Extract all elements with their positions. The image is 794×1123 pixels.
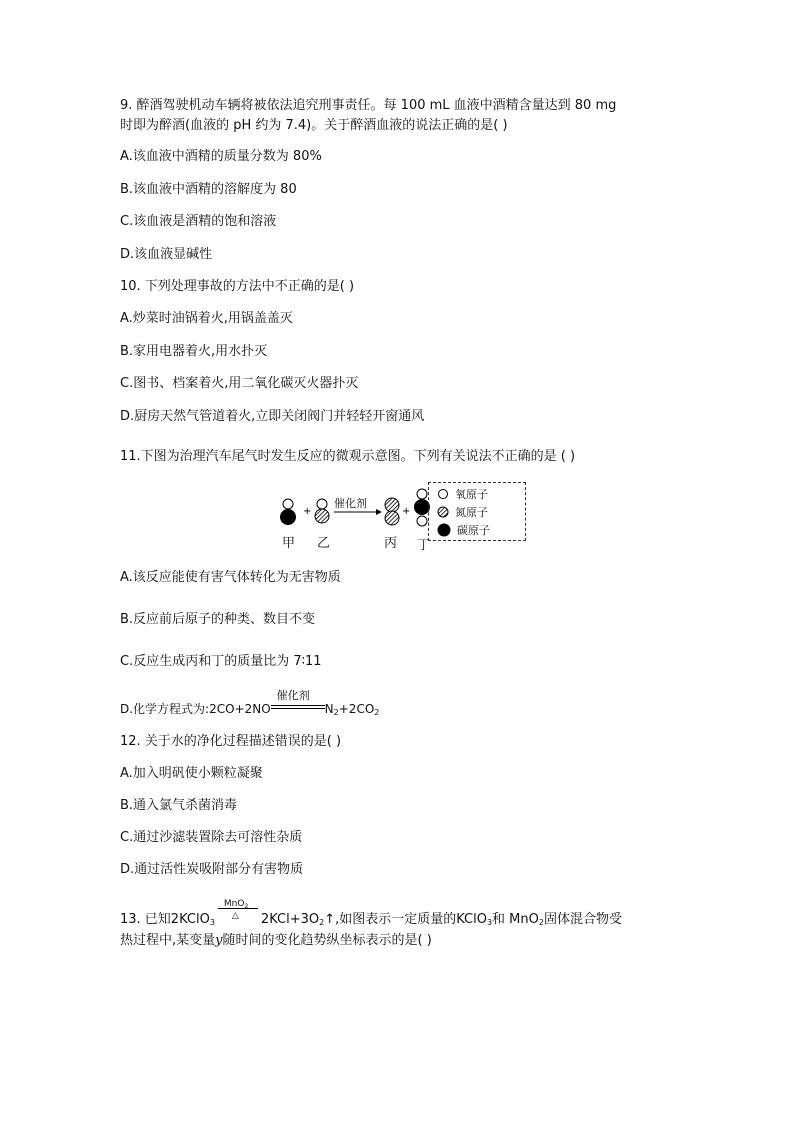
q13-line2b: 随时间的变化趋势纵坐标表示的是( ): [222, 933, 432, 948]
nitrogen-atom-icon: [437, 506, 449, 518]
q13-part3: ↑,如图表示一定质量的KClO: [324, 912, 487, 927]
oxygen-atom: [317, 499, 327, 509]
label-bing: 丙: [384, 536, 398, 551]
legend-nitrogen-label: 氮原子: [455, 506, 488, 519]
q12-option-b: B.通入氯气杀菌消毒: [120, 798, 238, 813]
legend-carbon: [437, 522, 490, 538]
legend-oxygen-label: 氧原子: [455, 488, 488, 501]
q9-option-d: D.该血液显碱性: [120, 247, 213, 262]
q13-stem-line2: [120, 932, 432, 950]
plus-sign-1: +: [303, 506, 312, 517]
q13-stem-line1: [120, 899, 622, 932]
q9-stem-line2: 时即为醉酒(血液的 pH 约为 7.4)。关于醉酒血液的说法正确的是( ): [120, 118, 508, 133]
carbon-atom: [280, 509, 296, 525]
label-ding: 丁: [417, 538, 431, 553]
q13-sub2: 2: [319, 918, 325, 927]
nitrogen-atom: [385, 498, 399, 512]
q11-option-b: B.反应前后原子的种类、数目不变: [120, 612, 316, 627]
q13-reaction-arrow: [218, 899, 258, 923]
nitrogen-atom: [385, 511, 399, 525]
q11-option-c: C.反应生成丙和丁的质量比为 7∶11: [120, 654, 322, 669]
q11-option-d: [120, 689, 380, 722]
legend-oxygen: [437, 486, 488, 502]
q13-catalyst-sub: 2: [244, 903, 249, 910]
q10-option-a: A.炒菜时油锅着火,用锅盖盖灭: [120, 311, 293, 326]
q13-sub3: 3: [486, 918, 493, 927]
q10-option-c: C.图书、档案着火,用二氧化碳灭火器扑灭: [120, 376, 359, 391]
legend-nitrogen: [437, 504, 488, 520]
q13-line2a: 热过程中,某变量: [120, 933, 216, 948]
q10-option-d: D.厨房天然气管道着火,立即关闭阀门并轻轻开窗通风: [120, 409, 425, 424]
q13-sub1: 3: [209, 918, 215, 927]
q13-part5: 固体混合物受: [543, 912, 622, 927]
atom-legend: [428, 482, 526, 541]
q12-option-a: A.加入明矾使小颗粒凝聚: [120, 766, 263, 781]
label-jia: 甲: [282, 536, 296, 551]
equation-catalyst: 催化剂: [276, 689, 310, 702]
oxygen-atom: [417, 516, 427, 526]
q10-stem: 10. 下列处理事故的方法中不正确的是( ): [120, 279, 355, 294]
label-yi: 乙: [317, 536, 331, 551]
co2-text: +2CO: [338, 702, 375, 716]
q12-stem: 12. 关于水的净化过程描述错误的是( ): [120, 734, 342, 749]
n2-subscript: 2: [333, 708, 339, 717]
q13-part2: 2KCl+3O: [260, 912, 320, 927]
carbon-atom-icon: [437, 523, 451, 537]
plus-sign-2: +: [402, 506, 411, 517]
q11-option-a: A.该反应能使有害气体转化为无害物质: [120, 570, 341, 585]
q12-option-d: D.通过活性炭吸附部分有害物质: [120, 862, 304, 877]
q10-option-b: B.家用电器着火,用水扑灭: [120, 344, 268, 359]
legend-carbon-label: 碳原子: [457, 524, 490, 537]
equals-line-top: [271, 705, 325, 706]
co2-subscript: 2: [374, 708, 380, 717]
q11-stem: 11.下图为治理汽车尾气时发生反应的微观示意图。下列有关说法不正确的是 ( ): [120, 449, 576, 464]
equals-line-bottom: [271, 708, 325, 709]
q9-stem-line1: 9. 醉酒驾驶机动车辆将被依法追究刑事责任。每 100 mL 血液中酒精含量达到 80 mg: [120, 98, 617, 113]
q13-part1: 13. 已知2KClO: [120, 912, 210, 927]
q13-sub4: 2: [538, 918, 544, 927]
q9-option-c: C.该血液是酒精的饱和溶液: [120, 214, 277, 229]
q13-heat: △: [231, 911, 239, 921]
q11-option-d-prefix: D.化学方程式为:2CO+2NO: [120, 702, 271, 716]
q13-catalyst-text: MnO: [223, 899, 245, 909]
q12-option-c: C.通过沙滤装置除去可溶性杂质: [120, 830, 303, 845]
catalyst-label: 催化剂: [334, 497, 367, 510]
q13-variable-y: y: [215, 933, 223, 948]
n2-text: N: [324, 702, 334, 716]
q13-part4: 和 MnO: [492, 912, 539, 927]
oxygen-atom: [417, 489, 427, 499]
q9-option-b: B.该血液中酒精的溶解度为 80: [120, 182, 297, 197]
nitrogen-atom: [315, 509, 329, 523]
oxygen-atom: [283, 499, 293, 509]
reaction-diagram: [272, 482, 522, 553]
q9-option-a: A.该血液中酒精的质量分数为 80%: [120, 149, 322, 164]
oxygen-atom-icon: [437, 488, 449, 500]
equation-arrow: [271, 689, 325, 713]
